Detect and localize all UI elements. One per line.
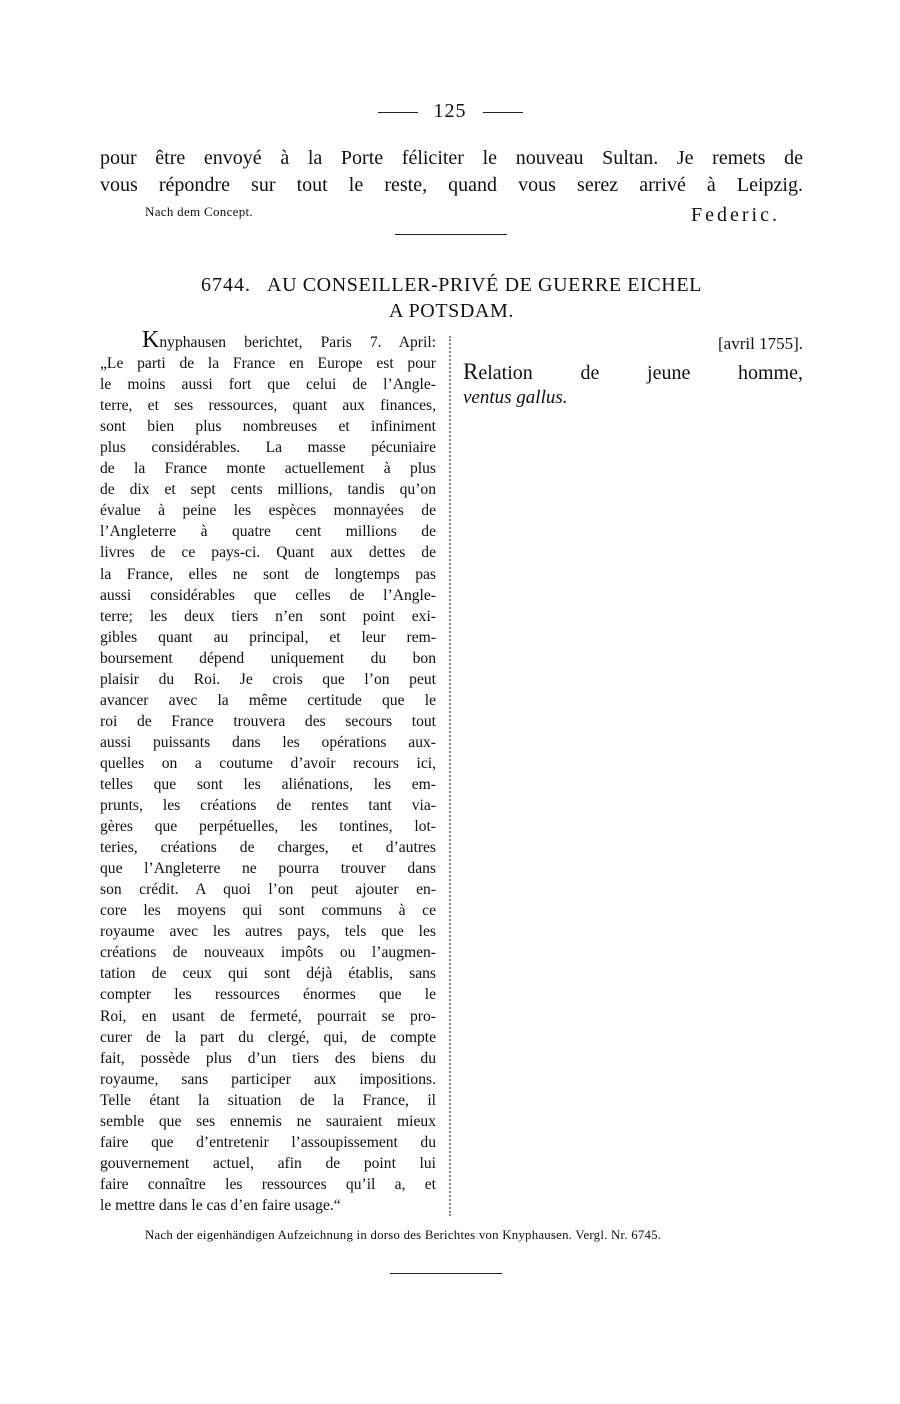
excerpt-line: sont bien plus nombreuses et infiniment — [100, 418, 436, 436]
excerpt-line: prunts, les créations de rentes tant via- — [100, 797, 436, 815]
italic-note: ventus gallus. — [463, 387, 568, 408]
excerpt-line: core les moyens qui sont communs à ce — [100, 902, 436, 920]
excerpt-line: plaisir du Roi. Je crois que l’on peut — [100, 670, 436, 688]
bottom-rule — [390, 1273, 502, 1274]
page-number-dash-right — [483, 112, 523, 113]
section-divider-rule — [395, 234, 507, 235]
source-note: Nach dem Concept. — [145, 204, 253, 219]
excerpt-line: tation de ceux qui sont déjà établis, sans — [100, 965, 436, 983]
excerpt-line: gouvernement actuel, afin de point lui — [100, 1154, 436, 1172]
excerpt-line: fait, possède plus d’un tiers des biens du — [100, 1049, 436, 1067]
excerpt-line: semble que ses ennemis ne sauraient mieux — [100, 1112, 436, 1130]
column-divider — [449, 336, 451, 1216]
excerpt-line: boursement dépend uniquement du bon — [100, 649, 436, 667]
excerpt-line — [100, 327, 436, 353]
excerpt-line-text: nyphausen berichtet, Paris 7. April: — [159, 334, 436, 351]
heading-line-2: A POTSDAM. — [389, 300, 514, 322]
letter-number: 6744. — [201, 274, 252, 296]
excerpt-line: l’Angleterre à quatre cent millions de — [100, 523, 436, 541]
top-paragraph-line: pour être envoyé à la Porte féliciter le nouveau Sultan. Je remets de — [100, 147, 803, 169]
excerpt-line: le mettre dans le cas d’en faire usage.“ — [100, 1196, 341, 1214]
excerpt-line: livres de ce pays-ci. Quant aux dettes de — [100, 544, 436, 562]
excerpt-line: compter les ressources énormes que le — [100, 986, 436, 1004]
initial-letter: K — [142, 327, 160, 353]
excerpt-line: roi de France trouvera des secours tout — [100, 712, 436, 730]
excerpt-line: créations de nouveaux impôts ou l’augmen- — [100, 944, 436, 962]
excerpt-line: plus considérables. La masse pécuniaire — [100, 439, 436, 457]
top-paragraph-line: vous répondre sur tout le reste, quand vous serez arrivé à Leipzig. — [100, 174, 803, 196]
footnote: Nach der eigenhändigen Aufzeichnung in dorso des Berichtes von Knyphausen. Vergl. Nr. 6745. — [145, 1228, 662, 1242]
excerpt-line: quelles on a coutume d’avoir recours ici, — [100, 754, 436, 772]
excerpt-line: terre; les deux tiers n’en sont point exi- — [100, 607, 436, 625]
left-column-excerpt — [100, 327, 436, 1216]
addressee: AU CONSEILLER-PRIVÉ DE GUERRE EICHEL — [267, 274, 702, 296]
page-number: 125 — [433, 100, 467, 122]
right-column — [463, 333, 803, 410]
top-paragraph — [100, 145, 803, 199]
date-bracket: [avril 1755]. — [718, 334, 803, 353]
excerpt-line: de la France monte actuellement à plus — [100, 460, 436, 478]
excerpt-line: son crédit. A quoi l’on peut ajouter en- — [100, 881, 436, 899]
excerpt-line: gères que perpétuelles, les tontines, lot- — [100, 818, 436, 836]
excerpt-line: évalue à peine les espèces monnayées de — [100, 502, 436, 520]
relation-text: elation de jeune homme, — [478, 362, 803, 384]
excerpt-line: le moins aussi fort que celui de l’Angle- — [100, 376, 436, 394]
excerpt-line: royaume, sans participer aux impositions. — [100, 1070, 436, 1088]
excerpt-line: terre, et ses ressources, quant aux finances, — [100, 397, 436, 415]
excerpt-line: aussi puissants dans les opérations aux- — [100, 733, 436, 751]
excerpt-line: faire que d’entretenir l’assoupissement du — [100, 1133, 436, 1151]
excerpt-line: faire connaître les ressources qu’il a, et — [100, 1175, 436, 1193]
excerpt-line: gibles quant au principal, et leur rem- — [100, 628, 436, 646]
excerpt-line: aussi considérables que celles de l’Angle- — [100, 586, 436, 604]
excerpt-line: Telle étant la situation de la France, il — [100, 1091, 436, 1109]
relation-line — [463, 359, 803, 386]
excerpt-line: de dix et sept cents millions, tandis qu’on — [100, 481, 436, 499]
page-number-line — [0, 100, 900, 123]
excerpt-line: que l’Angleterre ne pourra trouver dans — [100, 860, 436, 878]
excerpt-line: teries, créations de charges, et d’autres — [100, 839, 436, 857]
excerpt-line: avancer avec la même certitude que le — [100, 691, 436, 709]
excerpt-line: curer de la part du clergé, qui, de compte — [100, 1028, 436, 1046]
letter-heading — [100, 272, 803, 324]
heading-line-1 — [100, 272, 803, 298]
excerpt-line: Roi, en usant de fermeté, pourrait se pro- — [100, 1007, 436, 1025]
signature: Federic. — [691, 204, 780, 226]
relation-initial: R — [463, 359, 479, 384]
excerpt-line: „Le parti de la France en Europe est pour — [100, 355, 436, 373]
excerpt-line: telles que sont les aliénations, les em- — [100, 775, 436, 793]
excerpt-line: la France, elles ne sont de longtemps pas — [100, 565, 436, 583]
page-number-dash-left — [378, 112, 418, 113]
excerpt-line: royaume avec les autres pays, tels que les — [100, 923, 436, 941]
